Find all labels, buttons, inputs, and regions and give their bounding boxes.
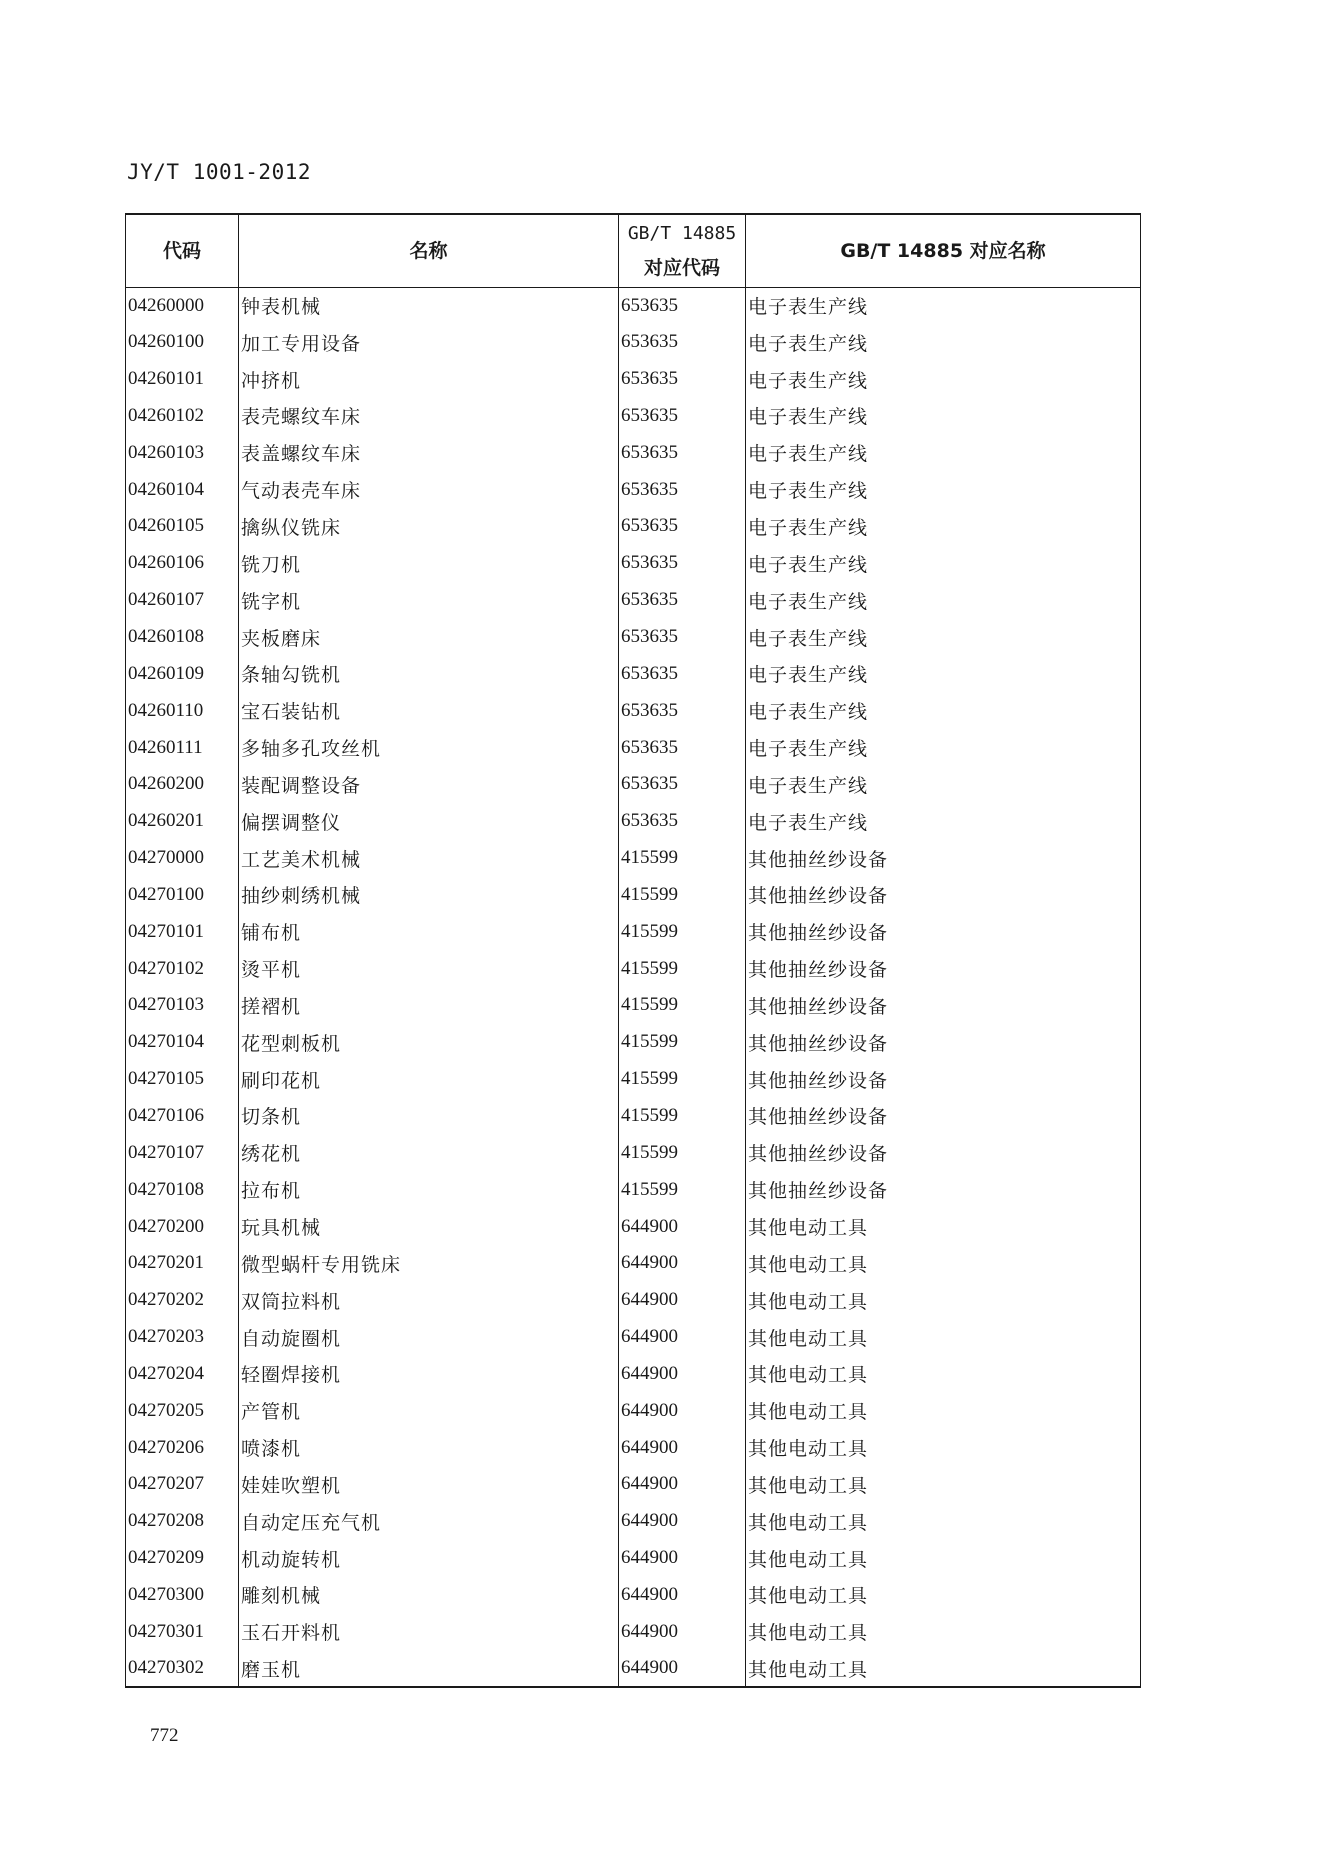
cell-name: 自动定压充气机 [239, 1503, 619, 1540]
cell-name: 擒纵仪铣床 [239, 508, 619, 545]
cell-gb-code: 653635 [619, 434, 746, 471]
cell-code: 04260102 [126, 398, 239, 435]
cell-code: 04270202 [126, 1282, 239, 1319]
table-row [126, 1540, 1141, 1577]
table-row [126, 840, 1141, 877]
table-row [126, 1024, 1141, 1061]
table-row [126, 1134, 1141, 1171]
cell-gb-name: 其他抽丝纱设备 [746, 1061, 1141, 1098]
table-row [126, 582, 1141, 619]
table-row [126, 434, 1141, 471]
cell-gb-code: 653635 [619, 361, 746, 398]
table-row [126, 619, 1141, 656]
cell-gb-code: 653635 [619, 766, 746, 803]
cell-gb-code: 644900 [619, 1355, 746, 1392]
cell-gb-name: 其他抽丝纱设备 [746, 913, 1141, 950]
cell-gb-code: 653635 [619, 803, 746, 840]
cell-gb-name: 电子表生产线 [746, 361, 1141, 398]
cell-gb-code: 653635 [619, 287, 746, 324]
cell-gb-name: 其他抽丝纱设备 [746, 1134, 1141, 1171]
table-row [126, 508, 1141, 545]
table-row [126, 803, 1141, 840]
cell-code: 04260111 [126, 729, 239, 766]
cell-gb-name: 电子表生产线 [746, 398, 1141, 435]
cell-gb-name: 电子表生产线 [746, 582, 1141, 619]
cell-gb-code: 653635 [619, 471, 746, 508]
cell-gb-code: 415599 [619, 950, 746, 987]
page-number: 772 [150, 1725, 179, 1746]
table-row [126, 1061, 1141, 1098]
cell-code: 04260201 [126, 803, 239, 840]
cell-code: 04270203 [126, 1319, 239, 1356]
cell-gb-name: 其他抽丝纱设备 [746, 1098, 1141, 1135]
cell-code: 04260104 [126, 471, 239, 508]
cell-code: 04260110 [126, 692, 239, 729]
cell-name: 磨玉机 [239, 1650, 619, 1687]
cell-gb-code: 653635 [619, 619, 746, 656]
cell-name: 夹板磨床 [239, 619, 619, 656]
cell-gb-name: 其他抽丝纱设备 [746, 840, 1141, 877]
cell-gb-name: 电子表生产线 [746, 766, 1141, 803]
cell-gb-name: 电子表生产线 [746, 545, 1141, 582]
cell-gb-name: 其他电动工具 [746, 1355, 1141, 1392]
column-header-gb-code [619, 214, 746, 287]
cell-code: 04270206 [126, 1429, 239, 1466]
table-header [126, 214, 1141, 287]
cell-gb-name: 电子表生产线 [746, 692, 1141, 729]
cell-name: 产管机 [239, 1392, 619, 1429]
table-body [126, 287, 1141, 1687]
table-row [126, 1098, 1141, 1135]
cell-code: 04270300 [126, 1577, 239, 1614]
cell-name: 轻圈焊接机 [239, 1355, 619, 1392]
cell-gb-code: 644900 [619, 1245, 746, 1282]
cell-code: 04270201 [126, 1245, 239, 1282]
cell-code: 04270301 [126, 1613, 239, 1650]
cell-gb-code: 644900 [619, 1282, 746, 1319]
table-row [126, 1245, 1141, 1282]
cell-code: 04260105 [126, 508, 239, 545]
table-row [126, 877, 1141, 914]
cell-gb-code: 644900 [619, 1429, 746, 1466]
cell-name: 微型蜗杆专用铣床 [239, 1245, 619, 1282]
table-row [126, 1319, 1141, 1356]
cell-gb-code: 644900 [619, 1319, 746, 1356]
table-row [126, 1355, 1141, 1392]
cell-gb-name: 其他抽丝纱设备 [746, 1024, 1141, 1061]
cell-gb-code: 415599 [619, 1171, 746, 1208]
cell-code: 04270000 [126, 840, 239, 877]
column-header-gb-name: GB/T 14885 对应名称 [746, 214, 1141, 287]
cell-gb-code: 644900 [619, 1392, 746, 1429]
cell-code: 04270108 [126, 1171, 239, 1208]
column-header-gb-code-line1: GB/T 14885 [627, 222, 737, 244]
table-row [126, 1429, 1141, 1466]
cell-name: 气动表壳车床 [239, 471, 619, 508]
cell-gb-name: 其他电动工具 [746, 1245, 1141, 1282]
cell-gb-name: 电子表生产线 [746, 655, 1141, 692]
cell-code: 04270207 [126, 1466, 239, 1503]
table-row [126, 913, 1141, 950]
cell-name: 绣花机 [239, 1134, 619, 1171]
table-row [126, 1466, 1141, 1503]
cell-gb-code: 644900 [619, 1540, 746, 1577]
cell-name: 切条机 [239, 1098, 619, 1135]
cell-gb-code: 415599 [619, 1061, 746, 1098]
table-row [126, 1208, 1141, 1245]
cell-name: 喷漆机 [239, 1429, 619, 1466]
cell-code: 04260103 [126, 434, 239, 471]
cell-name: 玩具机械 [239, 1208, 619, 1245]
cell-code: 04270302 [126, 1650, 239, 1687]
cell-code: 04260101 [126, 361, 239, 398]
cell-gb-name: 电子表生产线 [746, 508, 1141, 545]
table-row [126, 729, 1141, 766]
cell-name: 雕刻机械 [239, 1577, 619, 1614]
cell-code: 04260107 [126, 582, 239, 619]
cell-gb-code: 415599 [619, 840, 746, 877]
table-row [126, 545, 1141, 582]
cell-name: 刷印花机 [239, 1061, 619, 1098]
cell-code: 04260106 [126, 545, 239, 582]
cell-name: 表壳螺纹车床 [239, 398, 619, 435]
cell-gb-name: 其他电动工具 [746, 1466, 1141, 1503]
cell-code: 04270105 [126, 1061, 239, 1098]
column-header-name: 名称 [239, 214, 619, 287]
cell-gb-code: 653635 [619, 582, 746, 619]
cell-gb-name: 电子表生产线 [746, 619, 1141, 656]
table-row [126, 987, 1141, 1024]
column-header-code: 代码 [126, 214, 239, 287]
table-row [126, 692, 1141, 729]
cell-gb-name: 其他电动工具 [746, 1650, 1141, 1687]
table-row [126, 361, 1141, 398]
cell-gb-name: 其他电动工具 [746, 1429, 1141, 1466]
cell-code: 04270100 [126, 877, 239, 914]
cell-gb-code: 415599 [619, 1024, 746, 1061]
table-row [126, 1650, 1141, 1687]
cell-gb-name: 其他电动工具 [746, 1540, 1141, 1577]
cell-code: 04270204 [126, 1355, 239, 1392]
cell-gb-name: 其他电动工具 [746, 1319, 1141, 1356]
cell-gb-code: 415599 [619, 913, 746, 950]
cell-code: 04260200 [126, 766, 239, 803]
cell-name: 铣刀机 [239, 545, 619, 582]
cell-name: 表盖螺纹车床 [239, 434, 619, 471]
standard-number: JY/T 1001-2012 [127, 160, 312, 184]
cell-gb-name: 其他抽丝纱设备 [746, 877, 1141, 914]
cell-name: 抽纱刺绣机械 [239, 877, 619, 914]
cell-gb-code: 644900 [619, 1613, 746, 1650]
cell-gb-code: 415599 [619, 1134, 746, 1171]
cell-name: 偏摆调整仪 [239, 803, 619, 840]
cell-gb-name: 其他抽丝纱设备 [746, 950, 1141, 987]
cell-name: 玉石开料机 [239, 1613, 619, 1650]
cell-name: 娃娃吹塑机 [239, 1466, 619, 1503]
table-row [126, 655, 1141, 692]
cell-code: 04270200 [126, 1208, 239, 1245]
cell-name: 加工专用设备 [239, 324, 619, 361]
cell-gb-code: 415599 [619, 987, 746, 1024]
cell-gb-code: 644900 [619, 1577, 746, 1614]
cell-code: 04270102 [126, 950, 239, 987]
cell-gb-name: 电子表生产线 [746, 729, 1141, 766]
cell-gb-code: 653635 [619, 508, 746, 545]
cell-gb-name: 其他抽丝纱设备 [746, 1171, 1141, 1208]
cell-gb-name: 电子表生产线 [746, 803, 1141, 840]
cell-gb-name: 其他电动工具 [746, 1208, 1141, 1245]
cell-name: 铣字机 [239, 582, 619, 619]
cell-gb-name: 其他电动工具 [746, 1282, 1141, 1319]
table-row [126, 1392, 1141, 1429]
cell-gb-code: 415599 [619, 1098, 746, 1135]
cell-code: 04270106 [126, 1098, 239, 1135]
cell-gb-name: 电子表生产线 [746, 324, 1141, 361]
cell-gb-name: 电子表生产线 [746, 434, 1141, 471]
cell-gb-name: 电子表生产线 [746, 471, 1141, 508]
cell-gb-name: 电子表生产线 [746, 287, 1141, 324]
cell-name: 装配调整设备 [239, 766, 619, 803]
cell-gb-code: 653635 [619, 655, 746, 692]
column-header-gb-code-line2: 对应代码 [643, 256, 720, 279]
table-row [126, 471, 1141, 508]
table-row [126, 1503, 1141, 1540]
cell-gb-code: 415599 [619, 877, 746, 914]
cell-name: 钟表机械 [239, 287, 619, 324]
code-table [125, 213, 1141, 1688]
cell-name: 机动旋转机 [239, 1540, 619, 1577]
cell-gb-name: 其他抽丝纱设备 [746, 987, 1141, 1024]
cell-gb-name: 其他电动工具 [746, 1503, 1141, 1540]
cell-code: 04270104 [126, 1024, 239, 1061]
cell-code: 04260109 [126, 655, 239, 692]
cell-gb-code: 644900 [619, 1466, 746, 1503]
cell-gb-name: 其他电动工具 [746, 1577, 1141, 1614]
cell-gb-code: 653635 [619, 729, 746, 766]
cell-code: 04270103 [126, 987, 239, 1024]
cell-code: 04270101 [126, 913, 239, 950]
cell-code: 04270209 [126, 1540, 239, 1577]
cell-name: 条轴勾铣机 [239, 655, 619, 692]
cell-gb-code: 644900 [619, 1503, 746, 1540]
cell-name: 冲挤机 [239, 361, 619, 398]
cell-code: 04270205 [126, 1392, 239, 1429]
table-row [126, 1282, 1141, 1319]
cell-gb-code: 644900 [619, 1208, 746, 1245]
cell-gb-code: 644900 [619, 1650, 746, 1687]
cell-name: 搓褶机 [239, 987, 619, 1024]
cell-name: 花型刺板机 [239, 1024, 619, 1061]
table-row [126, 1171, 1141, 1208]
table-row [126, 950, 1141, 987]
table-row [126, 398, 1141, 435]
table-row [126, 766, 1141, 803]
cell-name: 铺布机 [239, 913, 619, 950]
cell-gb-name: 其他电动工具 [746, 1392, 1141, 1429]
cell-gb-code: 653635 [619, 692, 746, 729]
table-row [126, 1577, 1141, 1614]
cell-name: 自动旋圈机 [239, 1319, 619, 1356]
cell-gb-name: 其他电动工具 [746, 1613, 1141, 1650]
cell-name: 工艺美术机械 [239, 840, 619, 877]
table-row [126, 324, 1141, 361]
cell-gb-code: 653635 [619, 545, 746, 582]
cell-name: 宝石装钻机 [239, 692, 619, 729]
cell-name: 双筒拉料机 [239, 1282, 619, 1319]
cell-code: 04270208 [126, 1503, 239, 1540]
table-row [126, 1613, 1141, 1650]
cell-gb-code: 653635 [619, 398, 746, 435]
cell-code: 04270107 [126, 1134, 239, 1171]
cell-gb-code: 653635 [619, 324, 746, 361]
cell-code: 04260108 [126, 619, 239, 656]
cell-name: 烫平机 [239, 950, 619, 987]
table-row [126, 287, 1141, 324]
cell-code: 04260000 [126, 287, 239, 324]
cell-name: 多轴多孔攻丝机 [239, 729, 619, 766]
cell-name: 拉布机 [239, 1171, 619, 1208]
cell-code: 04260100 [126, 324, 239, 361]
